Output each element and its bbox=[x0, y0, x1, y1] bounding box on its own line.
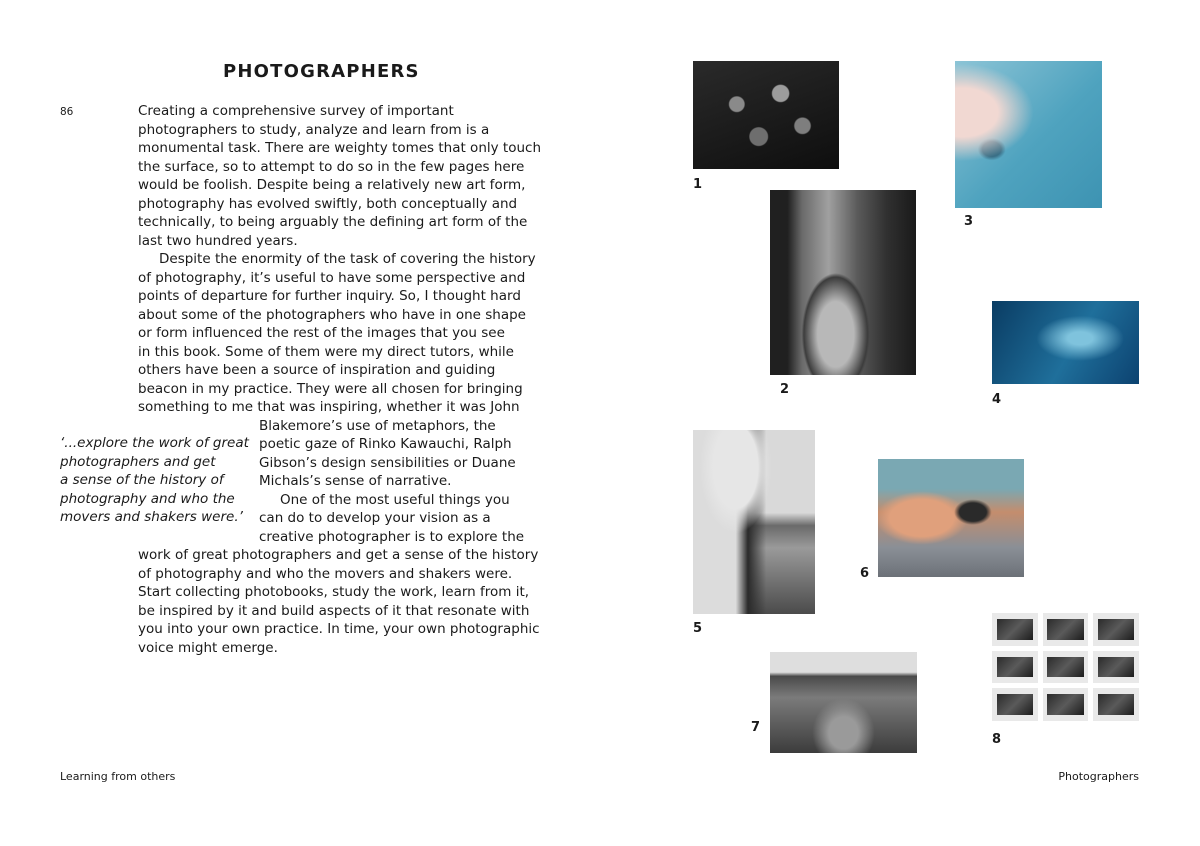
body-line: last two hundred years. bbox=[138, 232, 298, 249]
photo-3 bbox=[955, 61, 1102, 208]
figure-number: 4 bbox=[992, 392, 1002, 407]
body-line: poetic gaze of Rinko Kawauchi, Ralph bbox=[259, 436, 512, 452]
body-line: work of great photographers and get a sense of the history bbox=[138, 547, 539, 563]
body-line: One of the most useful things you bbox=[280, 491, 510, 508]
contact-thumbnail bbox=[1093, 651, 1139, 684]
figure-number: 1 bbox=[693, 177, 703, 192]
body-line: or form influenced the rest of the images that you see bbox=[138, 325, 505, 341]
photo-2 bbox=[770, 190, 916, 375]
pull-quote-line: movers and shakers were.’ bbox=[60, 509, 243, 525]
contact-thumbnail bbox=[1043, 688, 1089, 721]
figure-number: 7 bbox=[751, 720, 761, 735]
contact-thumbnail bbox=[992, 651, 1038, 684]
body-line: Start collecting photobooks, study the work, learn from it, bbox=[138, 584, 530, 600]
figure-number: 5 bbox=[693, 621, 703, 636]
contact-thumbnail bbox=[992, 688, 1038, 721]
photo-1 bbox=[693, 61, 839, 169]
pull-quote-line: photography and who the bbox=[60, 490, 235, 507]
body-line: technically, to being arguably the defining art form of the bbox=[138, 214, 528, 230]
figure-number: 3 bbox=[964, 214, 974, 229]
figure-number: 8 bbox=[992, 732, 1002, 747]
pull-quote-line: ‘...explore the work of great bbox=[60, 435, 249, 451]
body-line: Creating a comprehensive survey of important bbox=[138, 103, 454, 119]
body-line: voice might emerge. bbox=[138, 639, 278, 656]
body-line: be inspired by it and build aspects of it that resonate with bbox=[138, 602, 530, 619]
right-footer: Photographers bbox=[1058, 770, 1139, 783]
figure-number: 6 bbox=[860, 566, 870, 581]
body-line: Despite the enormity of the task of covering the history bbox=[159, 251, 536, 267]
body-line: points of departure for further inquiry. So, I thought hard bbox=[138, 288, 521, 304]
pull-quote-line: photographers and get bbox=[60, 453, 216, 470]
body-line: photographers to study, analyze and learn from is a bbox=[138, 121, 490, 138]
page-title: PHOTOGRAPHERS bbox=[223, 61, 420, 82]
body-line: others have been a source of inspiration and guiding bbox=[138, 362, 496, 378]
body-line: you into your own practice. In time, your own photographic bbox=[138, 621, 540, 637]
body-line: about some of the photographers who have in one shape bbox=[138, 306, 526, 323]
body-line: something to me that was inspiring, whether it was John bbox=[138, 399, 520, 415]
photo-6 bbox=[878, 459, 1024, 577]
body-line: monumental task. There are weighty tomes that only touch bbox=[138, 140, 541, 156]
contact-sheet-photo-8 bbox=[992, 613, 1139, 721]
body-line: photography has evolved swiftly, both conceptually and bbox=[138, 195, 518, 212]
body-line: would be foolish. Despite being a relatively new art form, bbox=[138, 177, 526, 193]
page-number: 86 bbox=[60, 106, 74, 118]
body-line: Michals’s sense of narrative. bbox=[259, 473, 452, 489]
contact-thumbnail bbox=[1093, 613, 1139, 646]
body-line: Blakemore’s use of metaphors, the bbox=[259, 417, 496, 434]
pull-quote-line: a sense of the history of bbox=[60, 472, 224, 488]
body-line: beacon in my practice. They were all chosen for bringing bbox=[138, 380, 523, 397]
body-line: of photography, it’s useful to have some perspective and bbox=[138, 269, 526, 286]
body-line: the surface, so to attempt to do so in the few pages here bbox=[138, 158, 525, 175]
contact-thumbnail bbox=[992, 613, 1038, 646]
left-footer: Learning from others bbox=[60, 770, 176, 783]
contact-thumbnail bbox=[1043, 651, 1089, 684]
body-line: Gibson’s design sensibilities or Duane bbox=[259, 454, 516, 471]
pull-quote bbox=[60, 434, 249, 527]
photo-5 bbox=[693, 430, 815, 614]
body-line: in this book. Some of them were my direct tutors, while bbox=[138, 343, 514, 360]
body-line: can do to develop your vision as a bbox=[259, 510, 491, 526]
body-line: creative photographer is to explore the bbox=[259, 528, 525, 545]
contact-thumbnail bbox=[1043, 613, 1089, 646]
contact-thumbnail bbox=[1093, 688, 1139, 721]
photo-4 bbox=[992, 301, 1139, 384]
figure-number: 2 bbox=[780, 382, 790, 397]
body-line: of photography and who the movers and shakers were. bbox=[138, 565, 513, 582]
photo-7 bbox=[770, 652, 917, 753]
